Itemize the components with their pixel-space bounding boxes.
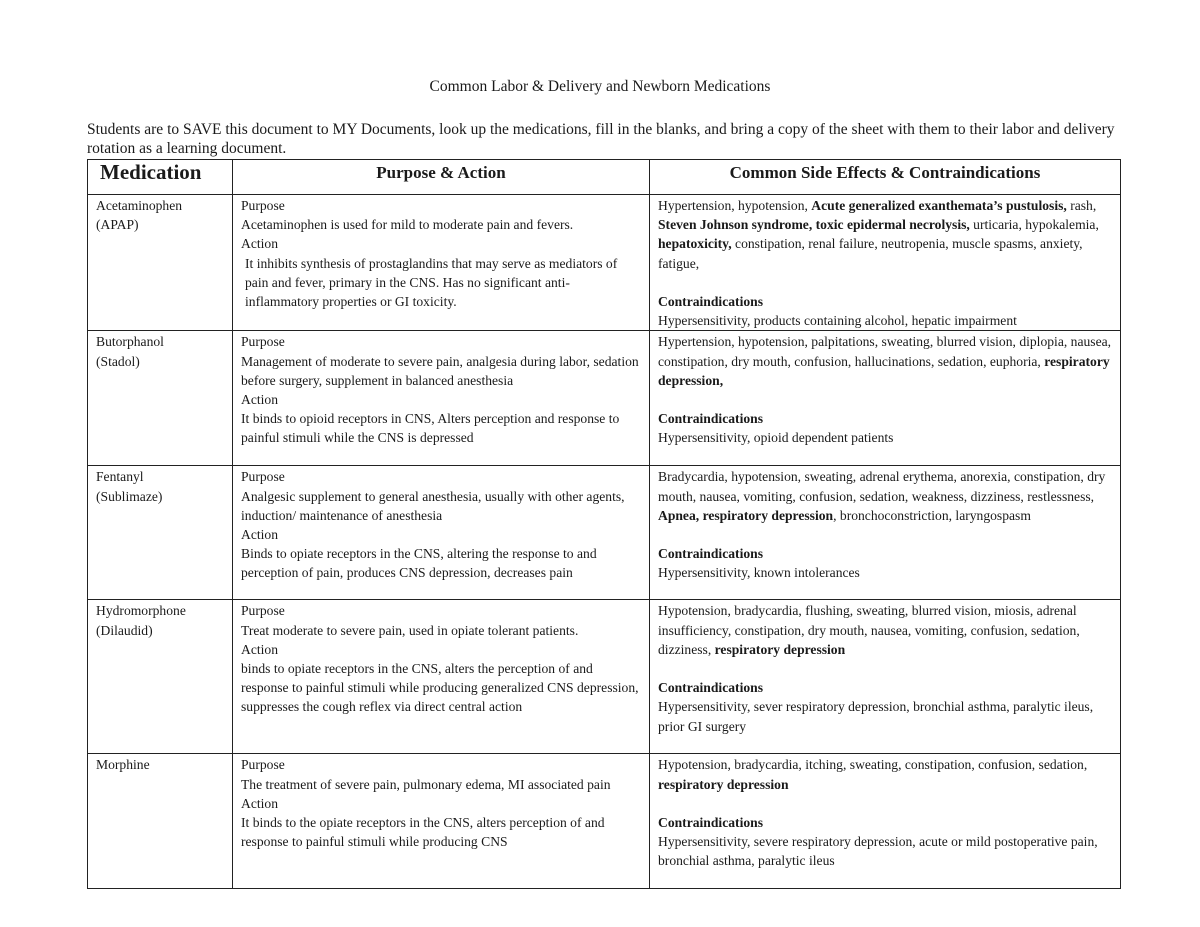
table-row xyxy=(88,754,1121,889)
purpose-text: Treat moderate to severe pain, used in opiate tolerant patients. xyxy=(241,622,579,638)
side-effect-segment: rash, xyxy=(1066,198,1097,213)
purpose-label: Purpose xyxy=(241,757,285,773)
side-effect-emphasis: respiratory depression xyxy=(658,776,789,792)
contraindications-label: Contraindications xyxy=(658,815,763,830)
medication-name-cell xyxy=(88,195,233,331)
header-purpose-action: Purpose & Action xyxy=(233,160,650,195)
side-effect-segment: Bradycardia, hypotension, sweating, adrenal erythema, anorexia, constipation, dry mouth, nausea, vomiting, confusion, sedation, weakness, dizziness, restlessness, xyxy=(658,469,1106,504)
purpose-text: Acetaminophen is used for mild to moderate pain and fevers. xyxy=(241,217,574,233)
side-effects-text xyxy=(658,467,1112,525)
action-label: Action xyxy=(241,795,278,811)
side-effect-segment: urticaria, hypokalemia, xyxy=(969,217,1099,233)
medication-name-cell xyxy=(88,331,233,466)
action-text: It binds to the opiate receptors in the CNS, alters perception of and response to painful stimuli while producing CNS xyxy=(241,815,605,850)
side-effects-text xyxy=(658,755,1112,793)
spacer xyxy=(658,794,1112,813)
side-effect-segment: , bronchoconstriction, laryngospasm xyxy=(833,507,1031,523)
purpose-label: Purpose xyxy=(241,603,285,619)
side-effect-segment: constipation, renal failure, neutropenia, muscle spasms, anxiety, fatigue, xyxy=(658,236,1083,271)
medication-name-cell xyxy=(88,600,233,754)
medication-name-cell xyxy=(88,754,233,889)
side-effects-cell xyxy=(650,466,1121,600)
action-label: Action xyxy=(241,527,278,543)
side-effect-emphasis: Steven Johnson syndrome, toxic epidermal necrolysis, xyxy=(658,217,970,233)
side-effect-segment: Hypertension, hypotension, xyxy=(658,198,812,213)
contraindications-label: Contraindications xyxy=(658,546,763,562)
purpose-action-cell xyxy=(233,466,650,600)
side-effects-text xyxy=(658,601,1112,659)
medications-table xyxy=(87,159,1121,889)
action-label: Action xyxy=(241,236,278,252)
contraindications-text: Hypersensitivity, known intolerances xyxy=(658,565,860,581)
spacer xyxy=(658,525,1112,544)
contraindications-text: Hypersensitivity, severe respiratory depression, acute or mild postoperative pain, bronchial asthma, paralytic ileus xyxy=(658,834,1098,869)
side-effects-cell xyxy=(650,600,1121,754)
contraindications-text: Hypersensitivity, sever respiratory depression, bronchial asthma, paralytic ileus, prior GI surgery xyxy=(658,699,1094,734)
table-header-row xyxy=(88,160,1121,195)
purpose-label: Purpose xyxy=(241,198,285,213)
side-effect-segment: Hypertension, hypotension, palpitations, sweating, blurred vision, diplopia, nausea, constipation, dry mouth, confusion, hallucinations, sedation, euphoria, xyxy=(658,334,1112,369)
purpose-action-cell xyxy=(233,195,650,331)
spacer xyxy=(658,659,1112,678)
medication-name: Acetaminophen xyxy=(96,198,183,213)
medication-name: Butorphanol xyxy=(96,334,164,350)
table-row xyxy=(88,331,1121,466)
action-text: It inhibits synthesis of prostaglandins that may serve as mediators of pain and fever, primary in the CNS. Has no significant anti-inflammatory properties or GI toxicity. xyxy=(245,255,618,310)
table-row xyxy=(88,600,1121,754)
purpose-text: The treatment of severe pain, pulmonary edema, MI associated pain xyxy=(241,776,611,792)
header-medication: Medication xyxy=(88,160,233,195)
purpose-label: Purpose xyxy=(241,334,285,350)
medication-name: Fentanyl xyxy=(96,469,144,485)
contraindications-label: Contraindications xyxy=(658,680,763,696)
purpose-action-cell xyxy=(233,600,650,754)
side-effects-text xyxy=(658,196,1112,273)
side-effects-cell xyxy=(650,195,1121,331)
side-effect-segment: Hypotension, bradycardia, flushing, sweating, blurred vision, miosis, adrenal insufficiency, constipation, dry mouth, nausea, vomiting, confusion, sedation, dizziness, xyxy=(658,603,1080,657)
header-side-effects: Common Side Effects & Contraindications xyxy=(650,160,1121,195)
side-effect-emphasis: respiratory depression xyxy=(714,641,846,657)
medication-brand-name: (Stadol) xyxy=(96,353,140,369)
purpose-label: Purpose xyxy=(241,469,285,485)
medication-brand-name: (Sublimaze) xyxy=(96,488,163,504)
side-effect-emphasis: hepatoxicity, xyxy=(658,236,732,252)
contraindications-label: Contraindications xyxy=(658,294,763,309)
medication-brand-name: (APAP) xyxy=(96,217,139,233)
purpose-text: Management of moderate to severe pain, analgesia during labor, sedation before surgery, supplement in balanced anesthesia xyxy=(241,353,639,388)
action-label: Action xyxy=(241,641,278,657)
side-effect-segment: Hypotension, bradycardia, itching, sweating, constipation, confusion, sedation, xyxy=(658,757,1088,773)
purpose-text: Analgesic supplement to general anesthesia, usually with other agents, induction/ maintenance of anesthesia xyxy=(241,488,625,523)
spacer xyxy=(658,390,1112,409)
action-text: It binds to opioid receptors in CNS, Alters perception and response to painful stimuli while the CNS is depressed xyxy=(241,411,620,446)
purpose-action-cell xyxy=(233,331,650,466)
contraindications-label: Contraindications xyxy=(658,411,763,427)
medication-name: Morphine xyxy=(96,757,150,773)
purpose-action-cell xyxy=(233,754,650,889)
spacer xyxy=(658,273,1112,292)
contraindications-text: Hypersensitivity, opioid dependent patients xyxy=(658,430,894,446)
action-text: binds to opiate receptors in the CNS, alters the perception of and response to painful stimuli while producing generalized CNS depression, suppresses the cough reflex via direct central action xyxy=(241,661,639,715)
side-effect-emphasis: respiratory depression, xyxy=(658,353,1110,388)
side-effects-cell xyxy=(650,331,1121,466)
side-effects-cell xyxy=(650,754,1121,889)
contraindications-text: Hypersensitivity, products containing alcohol, hepatic impairment xyxy=(658,313,1017,329)
table-row xyxy=(88,466,1121,600)
action-text: Binds to opiate receptors in the CNS, altering the response to and perception of pain, produces CNS depression, decreases pain xyxy=(241,546,597,581)
document-title: Common Labor & Delivery and Newborn Medications xyxy=(429,78,771,95)
side-effects-text xyxy=(658,332,1112,390)
side-effect-emphasis: Acute generalized exanthemata’s pustulosis, xyxy=(811,198,1067,213)
medication-name-cell xyxy=(88,466,233,600)
table-row xyxy=(88,195,1121,331)
intro-paragraph: Students are to SAVE this document to MY Documents, look up the medications, fill in the blanks, and bring a copy of the sheet with them to their labor and delivery rotation as a learning document. xyxy=(87,121,1115,157)
side-effect-emphasis: Apnea, respiratory depression xyxy=(658,507,834,523)
action-label: Action xyxy=(241,392,278,408)
medication-name: Hydromorphone xyxy=(96,603,186,619)
medication-brand-name: (Dilaudid) xyxy=(96,622,153,638)
